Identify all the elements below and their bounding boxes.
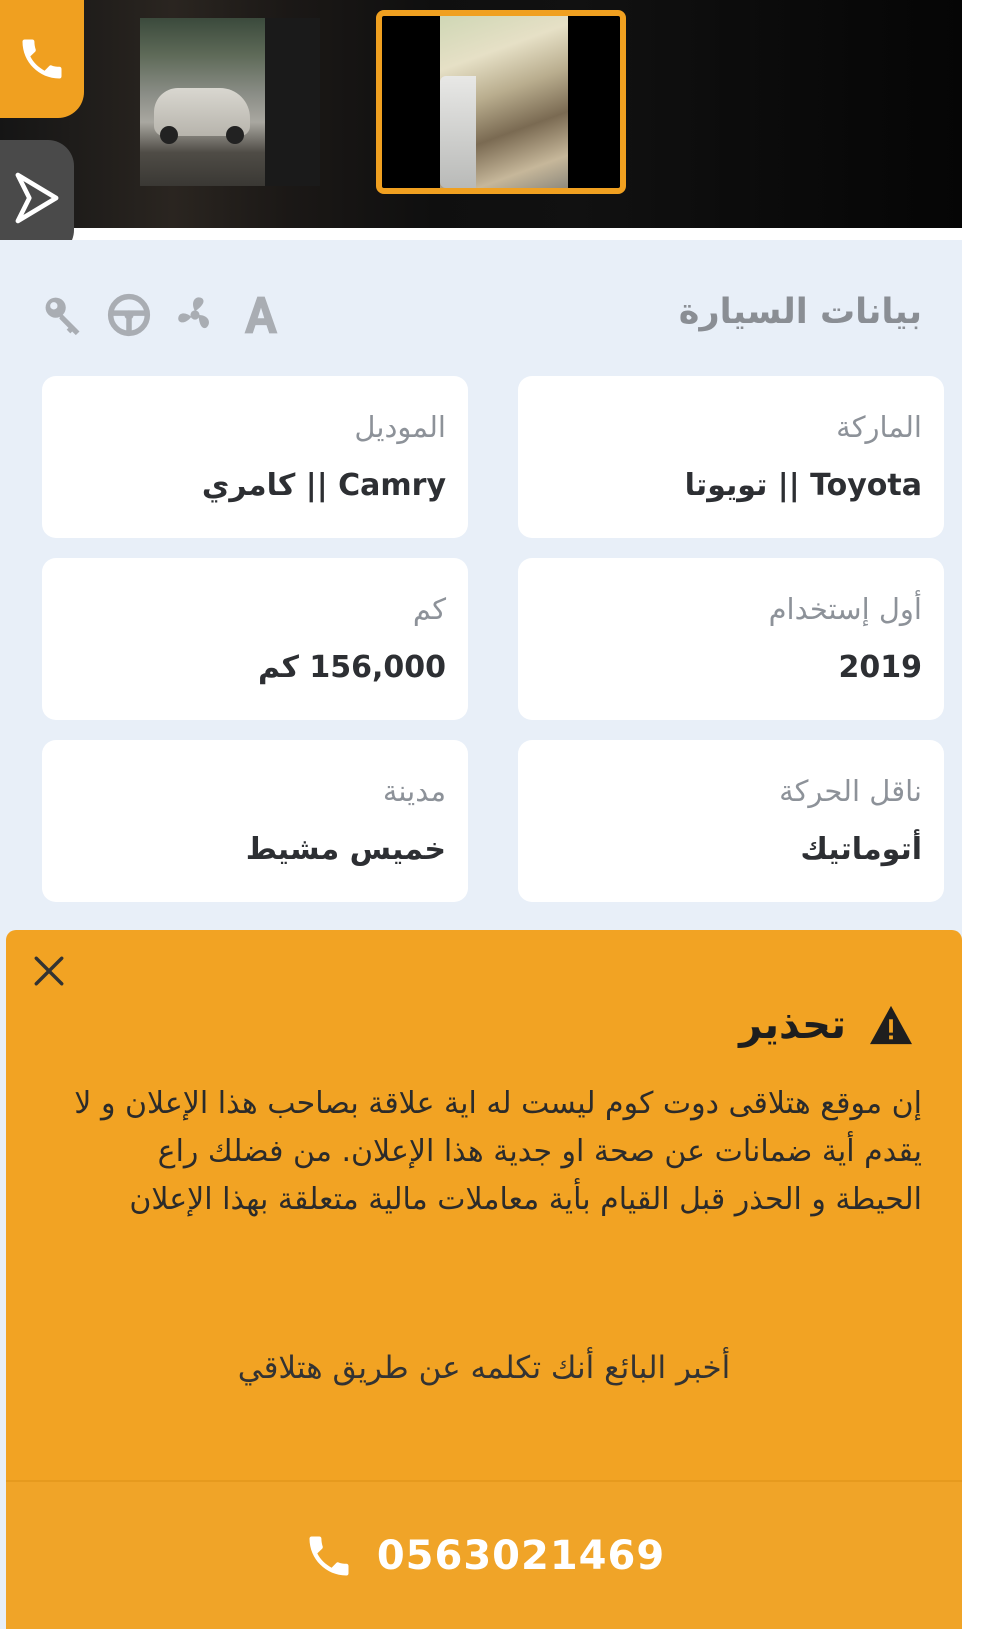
- warning-header: [739, 1002, 914, 1048]
- field-label: الماركة: [836, 410, 922, 444]
- gallery-thumbnail-selected[interactable]: [376, 10, 626, 194]
- warning-modal: [6, 930, 962, 1629]
- car-field-mileage: [42, 558, 468, 720]
- field-value: Toyota || تويوتا: [684, 468, 922, 503]
- phone-icon: [303, 1530, 355, 1582]
- share-icon: [14, 169, 60, 227]
- steering-wheel-icon: [106, 292, 152, 338]
- car-field-city: [42, 740, 468, 902]
- car-field-transmission: [518, 740, 944, 902]
- feature-icons: [40, 292, 284, 338]
- key-icon: [40, 292, 86, 338]
- image-gallery: [0, 0, 962, 228]
- car-field-brand: [518, 376, 944, 538]
- close-icon[interactable]: [32, 954, 66, 988]
- field-value: 2019: [838, 650, 922, 685]
- phone-call-button[interactable]: [6, 1480, 962, 1629]
- phone-number: 0563021469: [376, 1532, 666, 1579]
- fan-icon: [172, 292, 218, 338]
- car-photo-wheel: [160, 126, 178, 144]
- automatic-icon: [238, 292, 284, 338]
- field-label: أول إستخدام: [768, 592, 922, 626]
- field-label: مدينة: [382, 774, 446, 808]
- car-field-first-use: [518, 558, 944, 720]
- call-button[interactable]: [0, 0, 84, 118]
- tell-seller-note: أخبر البائع أنك تكلمه عن طريق هتلاقي: [237, 1350, 731, 1386]
- warning-text: إن موقع هتلاقى دوت كوم ليست له اية علاقة بصاحب هذا الإعلان و لا يقدم أية ضمانات عن صحة او جدية هذا الإعلان. من فضلك راع الحيطة و الحذر قبل القيام بأية معاملات مالية متعلقة بهذا الإعلان: [74, 1086, 922, 1217]
- gallery-thumbnail[interactable]: [140, 18, 320, 186]
- field-value: Camry || كامري: [201, 468, 446, 503]
- field-label: كم: [412, 592, 446, 626]
- field-value: خميس مشيط: [245, 832, 446, 867]
- share-button[interactable]: [0, 140, 74, 256]
- car-photo-wheel: [226, 126, 244, 144]
- field-value: 156,000 كم: [257, 650, 446, 685]
- warning-icon: [868, 1004, 914, 1046]
- field-label: ناقل الحركة: [779, 774, 922, 808]
- field-label: الموديل: [354, 410, 446, 444]
- warning-title: تحذير: [739, 1002, 846, 1048]
- field-value: أتوماتيك: [800, 832, 922, 867]
- section-title: بيانات السيارة: [678, 292, 922, 332]
- car-field-model: [42, 376, 468, 538]
- car-photo-door: [440, 76, 476, 188]
- phone-icon: [16, 33, 68, 85]
